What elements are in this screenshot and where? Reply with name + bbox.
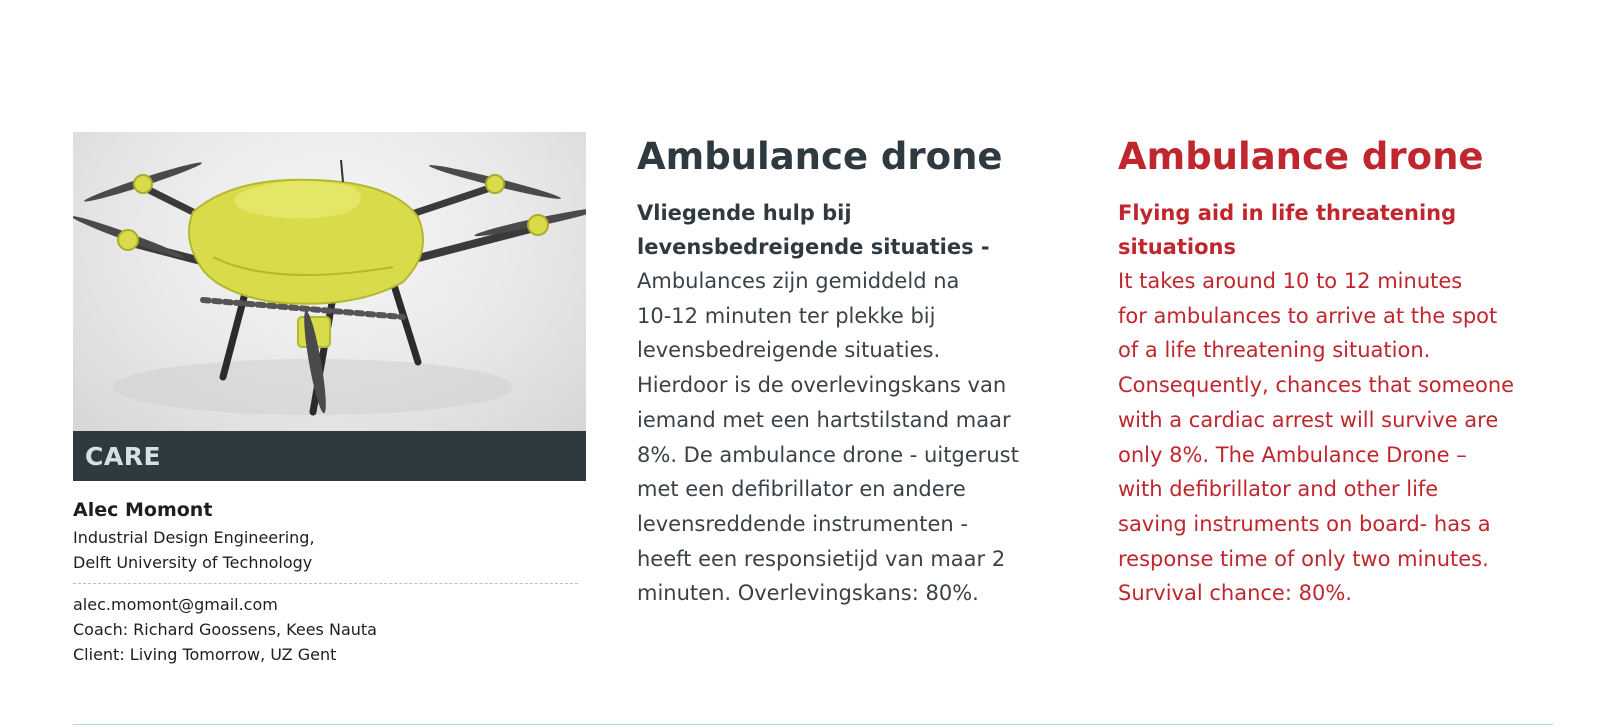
author-name: Alec Momont (73, 499, 213, 521)
drone-photo (73, 132, 586, 431)
english-body-line: Survival chance: 80%. (1118, 581, 1352, 606)
dutch-body-line: levensbedreigende situaties. (637, 338, 941, 363)
author-email: alec.momont@gmail.com (73, 595, 278, 614)
english-body-line: of a life threatening situation. (1118, 338, 1431, 363)
category-label: CARE (85, 441, 162, 471)
dutch-title: Ambulance drone (637, 135, 1003, 178)
english-body-line: response time of only two minutes. (1118, 546, 1489, 571)
english-subtitle-line: situations (1118, 235, 1236, 259)
english-body-line: saving instruments on board- has a (1118, 511, 1491, 536)
coach-line: Coach: Richard Goossens, Kees Nauta (73, 620, 377, 639)
english-subtitle-line: Flying aid in life threatening (1118, 201, 1457, 225)
english-column (1118, 128, 1568, 611)
project-card (73, 132, 586, 667)
english-body-line: only 8%. The Ambulance Drone – (1118, 442, 1467, 467)
english-body-line: with defibrillator and other life (1118, 477, 1439, 502)
english-body-line: with a cardiac arrest will survive are (1118, 407, 1499, 432)
dashed-divider (73, 583, 578, 584)
english-body-line: It takes around 10 to 12 minutes (1118, 269, 1463, 293)
bottom-rule (73, 724, 1553, 725)
dutch-body-line: 8%. De ambulance drone - uitgerust (637, 442, 1019, 467)
dutch-body-line: iemand met een hartstilstand maar (637, 407, 1011, 432)
affiliation-faculty: Industrial Design Engineering, (73, 528, 315, 547)
dutch-subtitle-line: levensbedreigende situaties - (637, 235, 990, 259)
dutch-body-line: met een defibrillator en andere (637, 477, 966, 502)
english-title: Ambulance drone (1118, 135, 1484, 178)
dutch-body-line: Ambulances zijn gemiddeld na (637, 269, 960, 293)
dutch-subtitle-line: Vliegende hulp bij (637, 201, 852, 225)
dutch-body-line: 10-12 minuten ter plekke bij (637, 303, 936, 328)
category-bar (73, 431, 586, 481)
client-line: Client: Living Tomorrow, UZ Gent (73, 645, 337, 664)
dutch-body-line: levensreddende instrumenten - (637, 511, 968, 536)
dutch-column (637, 128, 1082, 611)
drone-illustration (73, 132, 586, 431)
dutch-body-line: Hierdoor is de overlevingskans van (637, 373, 1007, 398)
dutch-body-line: heeft een responsietijd van maar 2 (637, 546, 1006, 571)
english-body-line: for ambulances to arrive at the spot (1118, 303, 1498, 328)
dutch-body-line: minuten. Overlevingskans: 80%. (637, 581, 979, 606)
english-body-line: Consequently, chances that someone (1118, 373, 1515, 398)
affiliation-university: Delft University of Technology (73, 553, 313, 572)
